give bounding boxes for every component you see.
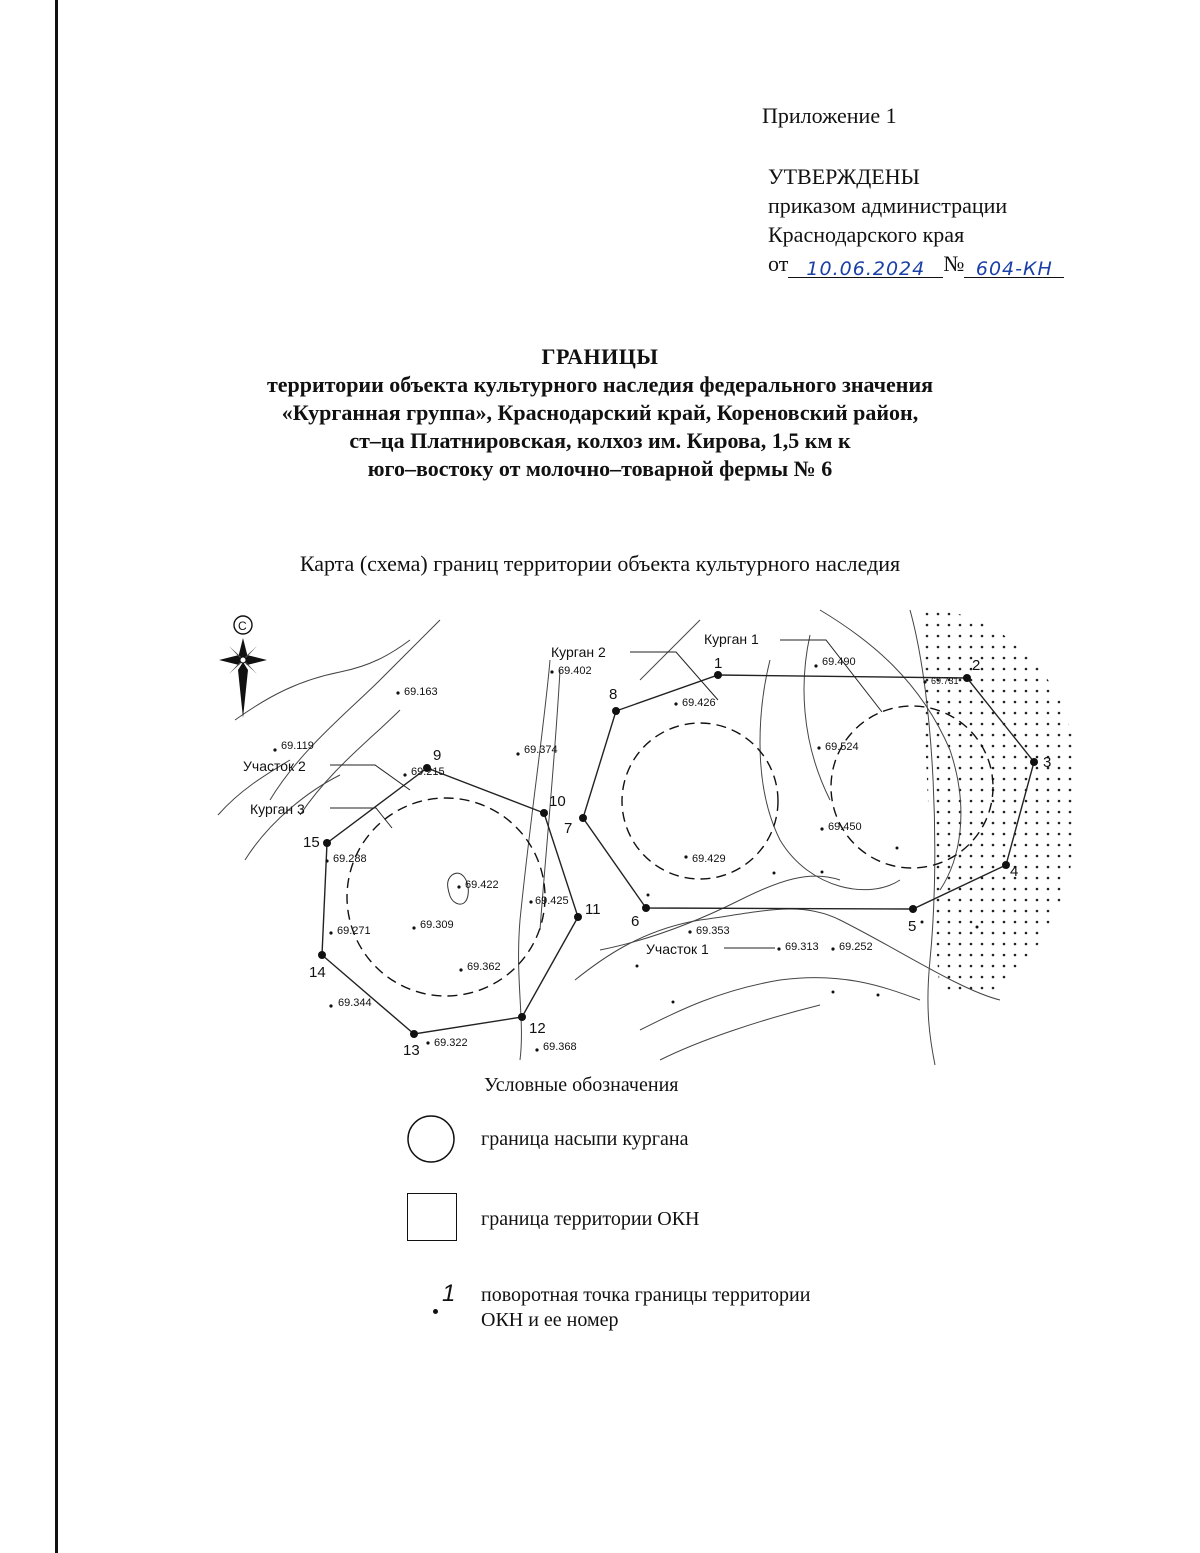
point-number-1: 1 [714, 655, 723, 672]
label-uchastok1: Участок 1 [646, 941, 709, 957]
number-field [964, 253, 1064, 278]
turning-point-6 [642, 904, 650, 912]
label-uchastok2: Участок 2 [243, 758, 306, 774]
elev-69524: 69.524 [825, 741, 859, 753]
approval-date-number [768, 249, 1064, 278]
turning-point-10 [540, 809, 548, 817]
turning-point-13 [410, 1030, 418, 1038]
approved-by-line1: приказом администрации [768, 193, 1008, 218]
title-main: ГРАНИЦЫ [541, 344, 659, 369]
legend-point-line2: ОКН и ее номер [481, 1309, 619, 1331]
turning-point-14 [318, 951, 326, 959]
document-title [0, 343, 1200, 483]
turning-point-4 [1002, 861, 1010, 869]
title-line3: ст–ца Платнировская, колхоз им. Кирова, 1,5 км к [349, 428, 851, 453]
point-number-3: 3 [1043, 754, 1052, 771]
legend-mound-text: граница насыпи кургана [481, 1128, 689, 1150]
legend-point-symbol [430, 1280, 460, 1320]
elev-69429: 69.429 [692, 853, 726, 865]
approved-title: УТВЕРЖДЕНЫ [768, 164, 920, 189]
legend-title: Условные обозначения [484, 1074, 679, 1096]
dotted-zone [920, 608, 1079, 995]
point-number-2: 2 [972, 657, 981, 674]
turning-point-1 [714, 671, 722, 679]
elev-69362: 69.362 [467, 961, 501, 973]
point-number-11: 11 [585, 901, 601, 918]
elev-69426: 69.426 [682, 697, 716, 709]
point-number-15: 15 [303, 834, 320, 851]
point-number-13: 13 [403, 1042, 420, 1059]
point-number-14: 14 [309, 964, 326, 981]
elev-69288: 69.288 [333, 853, 367, 865]
point-number-9: 9 [433, 747, 442, 764]
elev-69215: 69.215 [411, 766, 445, 778]
point-number-12: 12 [529, 1020, 546, 1037]
elev-69450: 69.450 [828, 821, 862, 833]
elevation-marks [273, 656, 958, 1053]
label-kurgan3: Курган 3 [250, 801, 305, 817]
legend-point-dot [433, 1309, 438, 1314]
legend-point-number: 1 [442, 1280, 456, 1307]
legend-territory-symbol [407, 1193, 457, 1241]
legend-territory-text: граница территории ОКН [481, 1208, 700, 1230]
point-number-6: 6 [631, 913, 640, 930]
map-caption: Карта (схема) границ территории объекта культурного наследия [299, 551, 901, 576]
turning-point-2 [963, 674, 971, 682]
turning-point-12 [518, 1013, 526, 1021]
approval-block [768, 162, 1064, 278]
label-kurgan1: Курган 1 [704, 631, 759, 647]
elev-69313: 69.313 [785, 941, 819, 953]
elev-69425: 69.425 [535, 895, 569, 907]
elev-69252: 69.252 [839, 941, 873, 953]
elev-69368: 69.368 [543, 1041, 577, 1053]
elev-69353: 69.353 [696, 925, 730, 937]
date-field [788, 253, 943, 278]
appendix-label: Приложение 1 [762, 103, 897, 128]
turning-point-5 [909, 905, 917, 913]
legend-mound-symbol [405, 1114, 457, 1166]
title-line2: «Курганная группа», Краснодарский край, Кореновский район, [281, 400, 919, 425]
turning-point-15 [323, 839, 331, 847]
title-line4: юго–востоку от молочно–товарной фермы № 6 [367, 456, 833, 481]
turning-point-7 [579, 814, 587, 822]
turning-point-3 [1030, 758, 1038, 766]
elev-69422: 69.422 [465, 879, 499, 891]
point-number-7: 7 [564, 820, 573, 837]
elev-69271: 69.271 [337, 925, 371, 937]
legend-point-line1: поворотная точка границы территории [481, 1284, 811, 1306]
elev-69490: 69.490 [822, 656, 856, 668]
date-value: 10.06.2024 [806, 258, 926, 280]
point-number-10: 10 [549, 793, 566, 810]
date-prefix: от [768, 251, 789, 276]
turning-point-8 [612, 707, 620, 715]
point-number-8: 8 [609, 686, 618, 703]
title-line1: территории объекта культурного наследия федерального значения [266, 372, 934, 397]
number-value: 604-КН [975, 258, 1053, 280]
elev-69322: 69.322 [434, 1037, 468, 1049]
point-number-4: 4 [1010, 863, 1019, 880]
elev-69731: 69.731 [931, 676, 959, 686]
elev-69309: 69.309 [420, 919, 454, 931]
legend-point-text [481, 1283, 810, 1333]
number-prefix: № [943, 251, 965, 276]
north-arrow [219, 616, 267, 718]
approved-by-line2: Краснодарского края [768, 222, 965, 247]
point-number-5: 5 [908, 918, 917, 935]
north-letter: С [238, 619, 247, 633]
label-kurgan2: Курган 2 [551, 644, 606, 660]
elev-69344: 69.344 [338, 997, 372, 1009]
elev-69402: 69.402 [558, 665, 592, 677]
boundary-map [0, 600, 1200, 1070]
mound-circle-kurgan3 [347, 798, 545, 996]
elev-69119: 69.119 [281, 740, 314, 752]
turning-point-11 [574, 913, 582, 921]
elev-69374: 69.374 [524, 744, 558, 756]
elev-69163: 69.163 [404, 686, 438, 698]
